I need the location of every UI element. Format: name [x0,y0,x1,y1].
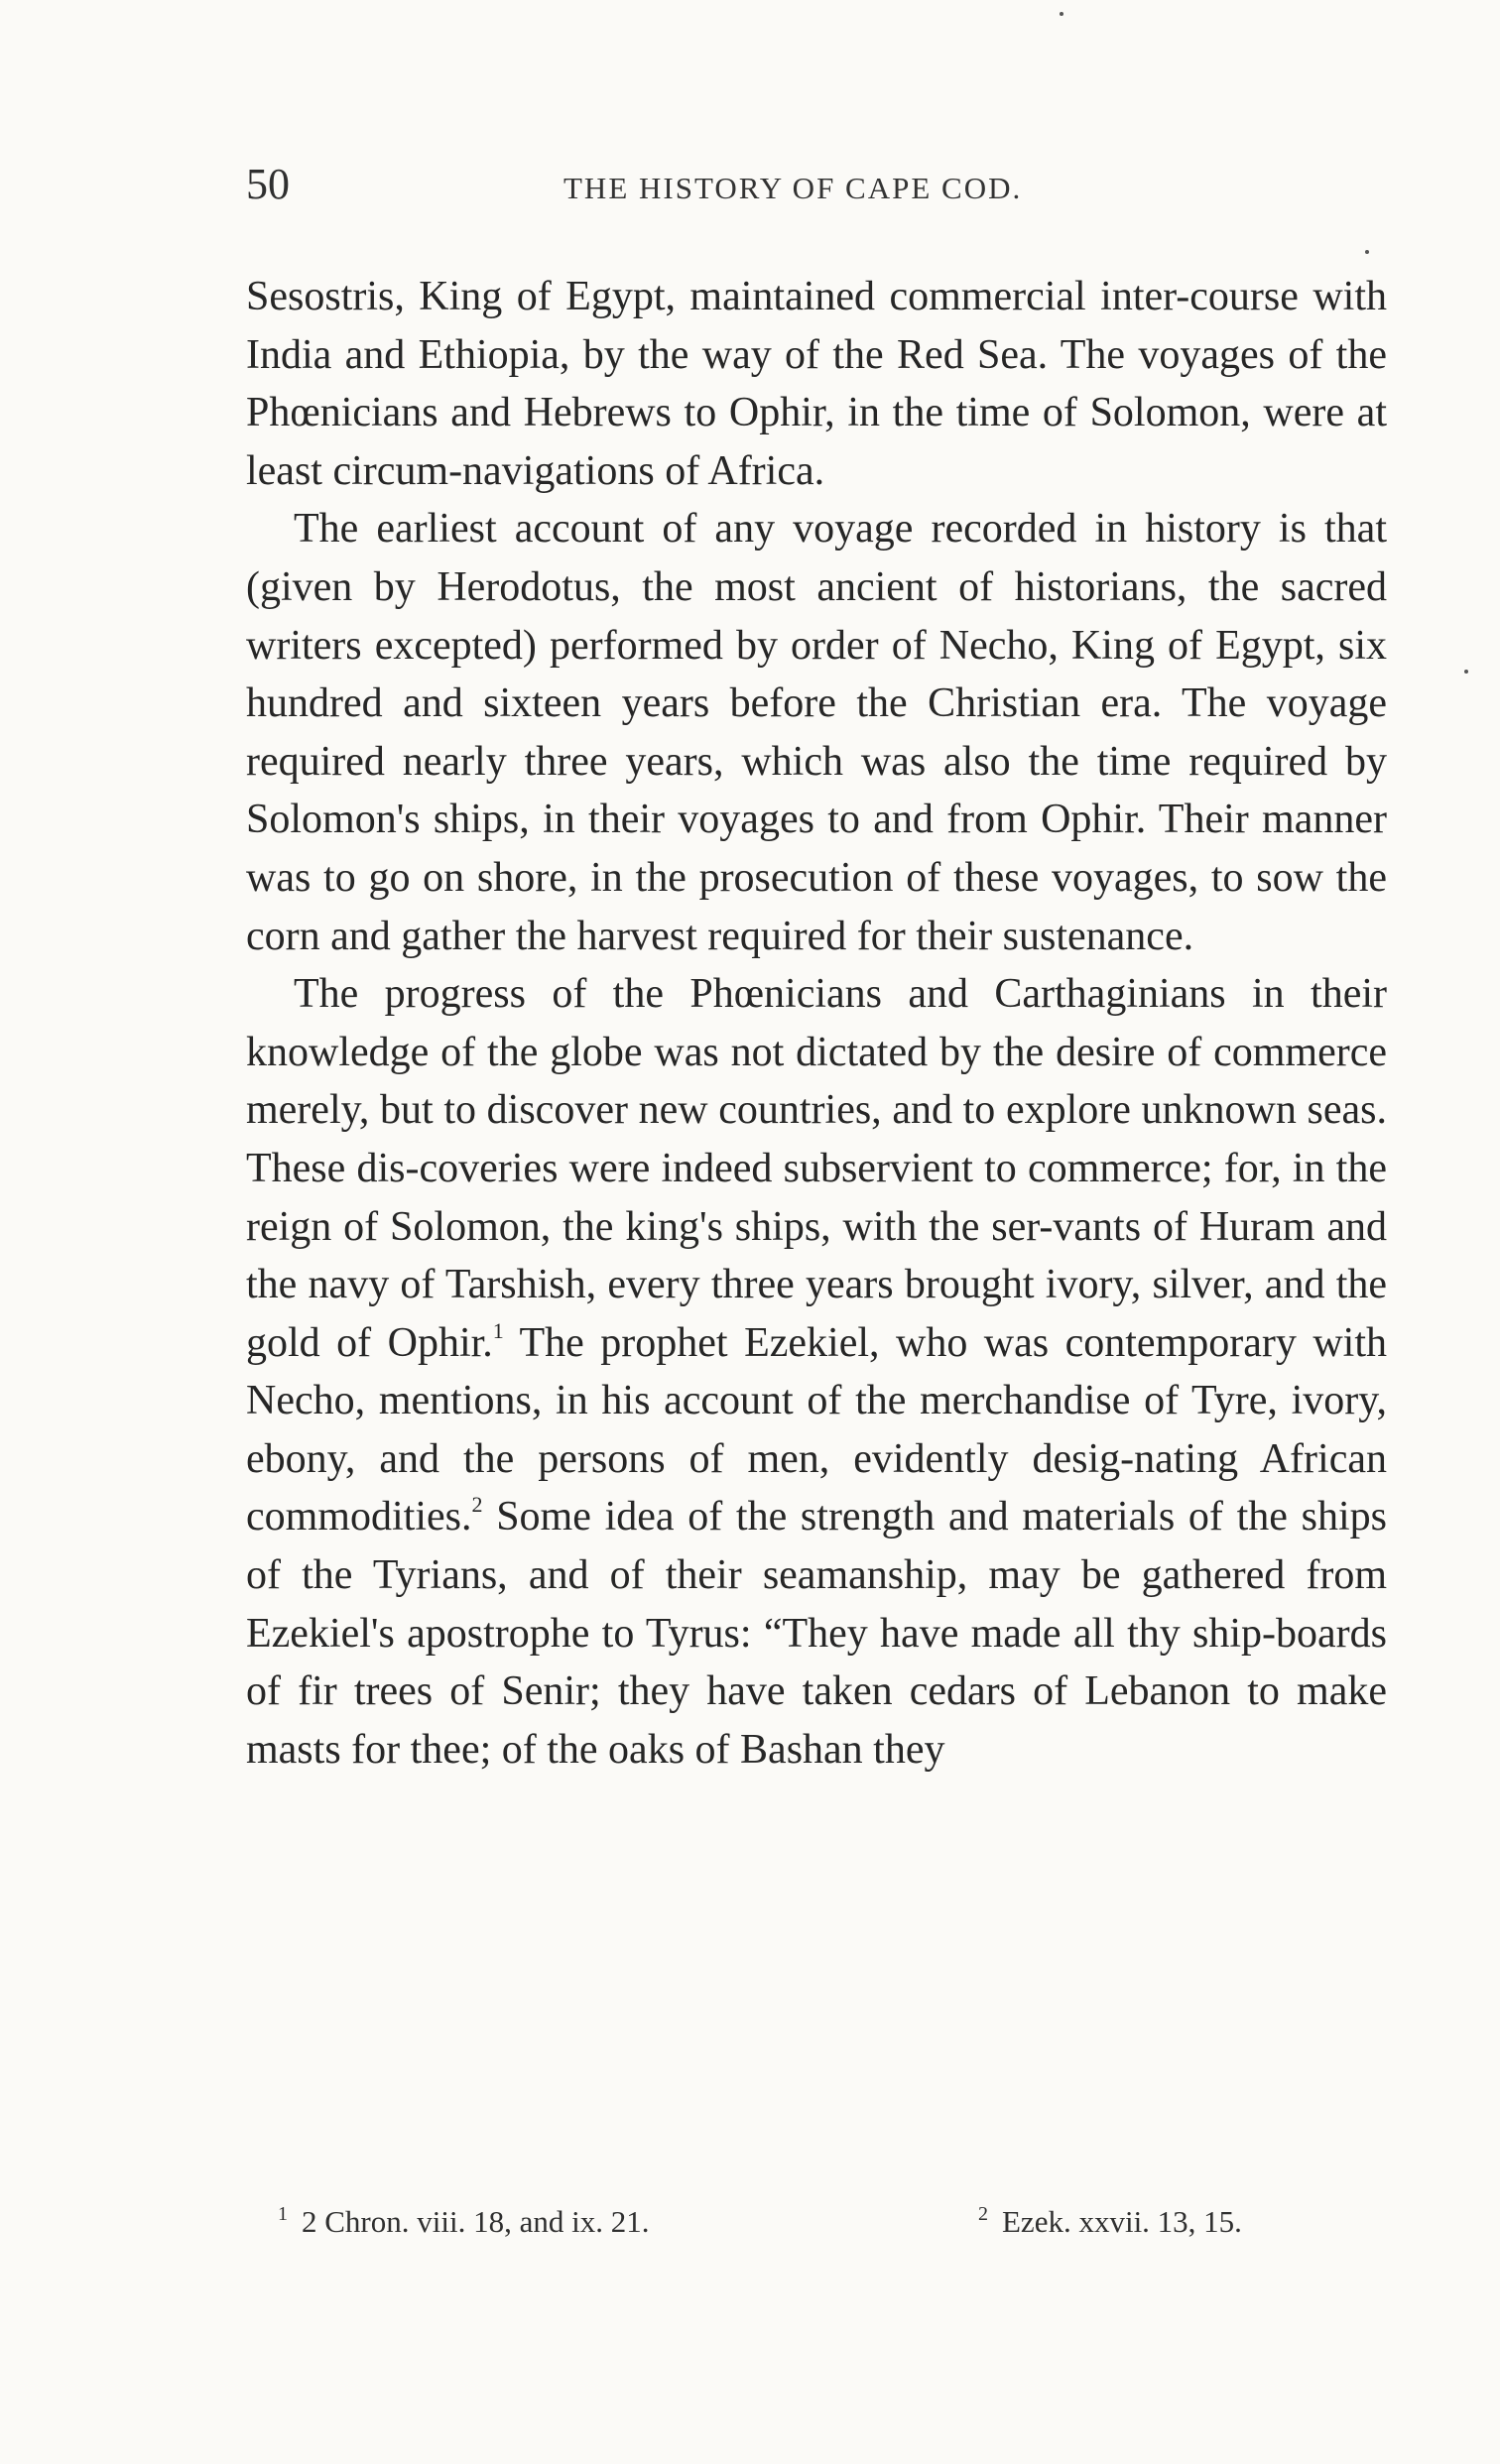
footnote-2 [978,2204,1242,2240]
footnote-2-mark: 2 [978,2203,988,2225]
page-header [246,159,1387,218]
paragraph-3-text-c: Some idea of the strength and materials of the ships of the Tyrians, and of their seamanship, may be gathered from Ezekiel's apostrophe to Tyrus: “They have made all thy ship-boards of fir trees of Senir; they have taken cedars of Lebanon to make masts for thee; of the oaks of Bashan they [246,1494,1387,1773]
footnote-2-text: Ezek. xxvii. 13, 15. [1002,2204,1242,2239]
running-head: THE HISTORY OF CAPE COD. [563,171,1023,205]
paper-speck [1365,250,1369,254]
footnote-1 [278,2204,649,2240]
paragraph-2: The earliest account of any voyage recorded in history is that (given by Herodotus, the most ancient of historians, the sacred writers excepted) performed by order of Necho, King of Egypt, six hundred and sixteen years before the Christian era. The voyage required nearly three years, which was also the time required by Solomon's ships, in their voyages to and from Ophir. Their manner was to go on shore, in the prosecution of these voyages, to sow the corn and gather the harvest required for their sustenance. [246,506,1387,959]
paper-speck [1464,670,1468,674]
paper-speck [1060,12,1063,16]
page-number: 50 [246,160,290,208]
body-text [246,268,1387,1779]
footnote-ref-2: 2 [471,1492,483,1518]
paragraph-3-text-a: The progress of the Phœnicians and Carthaginians in their knowledge of the globe was not dictated by the desire of commerce merely, but to discover new countries, and to explore unknown seas. These dis-coveries were indeed subservient to commerce; for, in the reign of Solomon, the king's ships, with the ser-vants of Huram and the navy of Tarshish, every three years brought ivory, silver, and the gold of Ophir. [246,971,1387,1366]
paragraph-3 [246,965,1387,1779]
footnote-1-mark: 1 [278,2203,288,2225]
footnote-1-text: 2 Chron. viii. 18, and ix. 21. [302,2204,650,2239]
paragraph-1: Sesostris, King of Egypt, maintained commercial inter-course with India and Ethiopia, by the way of the Red Sea. The voyages of the Phœnicians and Hebrews to Ophir, in the time of Solomon, were at least circum-navigations of Africa. [246,274,1387,494]
paragraph-3-text-b: The prophet Ezekiel, who was contemporary with Necho, mentions, in his account of the merchandise of Tyre, ivory, ebony, and the persons of men, evidently desig-nating African commodities. [246,1319,1387,1540]
footnote-ref-1: 1 [492,1317,504,1343]
footnotes [278,2204,1369,2254]
